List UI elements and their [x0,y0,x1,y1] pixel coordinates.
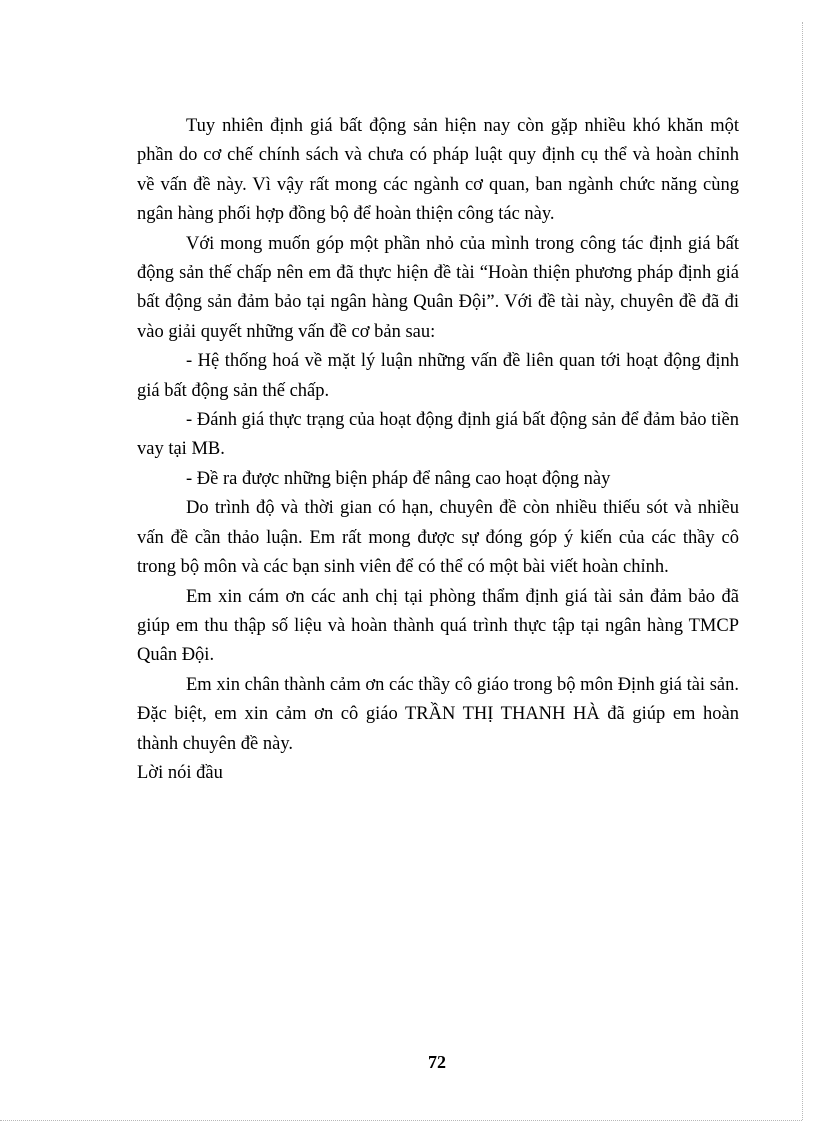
bullet-theory: - Hệ thống hoá về mặt lý luận những vấn đề liên quan tới hoạt động định giá bất động sản thế chấp. [137,351,739,401]
paragraph-topic: Với mong muốn góp một phần nhỏ của mình trong công tác định giá bất động sản thế chấp nên em đã thực hiện đề tài “Hoàn thiện phương pháp định giá bất động sản đảm bảo tại ngân hàng Quân Đội”. Với đề tài này, chuyên đề đã đi vào giải quyết những vấn đề cơ bản sau: [137,233,739,342]
paragraph-difficulties: Tuy nhiên định giá bất động sản hiện nay còn gặp nhiều khó khăn một phần do cơ chế chính sách và chưa có pháp luật quy định cụ thể và hoàn chỉnh về vấn đề này. Vì vậy rất mong các ngành cơ quan, ban ngành chức năng cùng ngân hàng phối hợp đồng bộ để hoàn thiện công tác này. [137,116,739,225]
body-text [137,112,739,788]
paragraph-thanks-teachers: Em xin chân thành cảm ơn các thầy cô giáo trong bộ môn Định giá tài sản. Đặc biệt, em xin cảm ơn cô giáo TRẦN THỊ THANH HÀ đã giúp em hoàn thành chuyên đề này. [137,674,739,754]
bullet-assessment: - Đánh giá thực trạng của hoạt động định giá bất động sản để đảm bảo tiền vay tại MB. [137,410,739,460]
section-heading-preface: Lời nói đầu [137,762,223,783]
page-border-right [802,22,803,1120]
paragraph-thanks-colleagues: Em xin cám ơn các anh chị tại phòng thẩm định giá tài sản đảm bảo đã giúp em thu thập số liệu và hoàn thành quá trình thực tập tại ngân hàng TMCP Quân Đội. [137,586,739,666]
page-number: 72 [428,1052,446,1072]
page-border-bottom [0,1120,802,1121]
paragraph-limitations: Do trình độ và thời gian có hạn, chuyên đề còn nhiều thiếu sót và nhiều vấn đề cần thảo luận. Em rất mong được sự đóng góp ý kiến của các thầy cô trong bộ môn và các bạn sinh viên để có thể có một bài viết hoàn chỉnh. [137,498,739,578]
bullet-solutions: - Đề ra được những biện pháp để nâng cao hoạt động này [186,468,611,489]
